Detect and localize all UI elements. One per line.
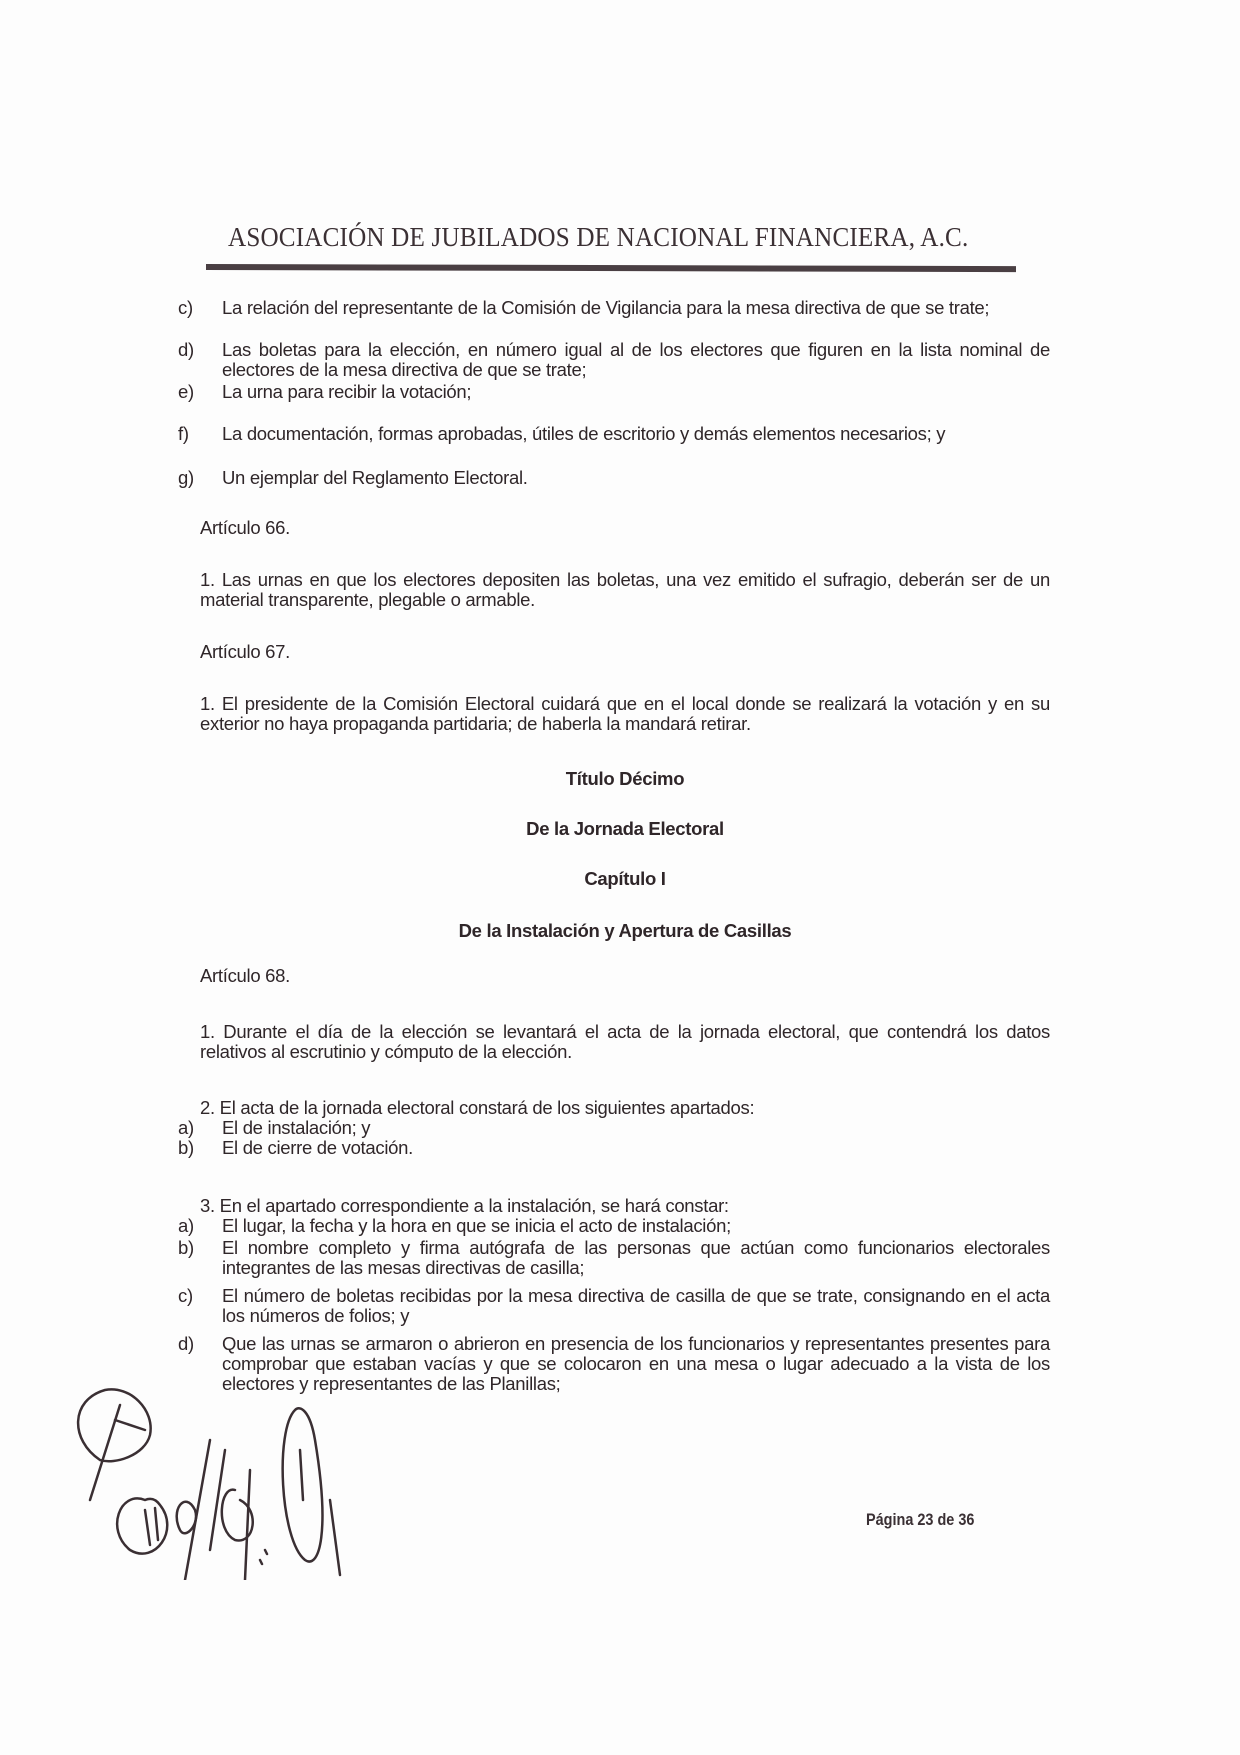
list-item: a) El de instalación; y — [178, 1117, 371, 1138]
list-item: c) La relación del representante de la Comisión de Vigilancia para la mesa directiva de que se trate; — [178, 297, 990, 318]
list-item: g) Un ejemplar del Reglamento Electoral. — [178, 467, 528, 488]
header-rule — [206, 264, 1016, 272]
article-66-heading: Artículo 66. — [200, 517, 290, 538]
chapter-heading: Capítulo I — [584, 868, 666, 889]
article-67-heading: Artículo 67. — [200, 641, 290, 662]
subtitle-heading: De la Jornada Electoral — [526, 818, 724, 839]
article-68-paragraph-1: 1. Durante el día de la elección se levantará el acta de la jornada electoral, que contendrá los datos relativos al escrutinio y cómputo de la elección. — [200, 1021, 1050, 1062]
list-item: a) El lugar, la fecha y la hora en que se inicia el acto de instalación; — [178, 1215, 731, 1236]
article-68-heading: Artículo 68. — [200, 965, 290, 986]
list-item: b) El nombre completo y firma autógrafa de las personas que actúan como funcionarios electorales integrantes de las mesas directivas de casilla; — [178, 1237, 1050, 1278]
list-item: c) El número de boletas recibidas por la mesa directiva de casilla de que se trate, consignando en el acta los números de folios; y — [178, 1285, 1050, 1326]
article-66-paragraph-1: 1. Las urnas en que los electores depositen las boletas, una vez emitido el sufragio, deberán ser de un material transparente, plegable o armable. — [200, 569, 1050, 610]
list-item: d) Que las urnas se armaron o abrieron en presencia de los funcionarios y representantes presentes para comprobar que estaban vacías y que se colocaron en una mesa o lugar adecuado a la vista de los electores y representantes de las Planillas; — [178, 1333, 1050, 1394]
handwritten-signatures — [60, 1380, 420, 1580]
article-68-paragraph-3: 3. En el apartado correspondiente a la instalación, se hará constar: — [200, 1195, 729, 1216]
list-item: f) La documentación, formas aprobadas, útiles de escritorio y demás elementos necesarios; y — [178, 423, 946, 444]
list-item: b) El de cierre de votación. — [178, 1137, 413, 1158]
article-67-paragraph-1: 1. El presidente de la Comisión Electoral cuidará que en el local donde se realizará la votación y en su exterior no haya propaganda partidaria; de haberla la mandará retirar. — [200, 693, 1050, 734]
organization-header: ASOCIACIÓN DE JUBILADOS DE NACIONAL FINANCIERA, A.C. — [228, 222, 969, 252]
chapter-title-heading: De la Instalación y Apertura de Casillas — [458, 920, 792, 941]
page-number: Página 23 de 36 — [866, 1510, 975, 1529]
title-heading: Título Décimo — [565, 768, 685, 789]
list-item: d) Las boletas para la elección, en número igual al de los electores que figuren en la lista nominal de electores de la mesa directiva de que se trate; — [178, 339, 1050, 380]
list-item: e) La urna para recibir la votación; — [178, 381, 472, 402]
article-68-paragraph-2: 2. El acta de la jornada electoral constará de los siguientes apartados: — [200, 1097, 755, 1118]
